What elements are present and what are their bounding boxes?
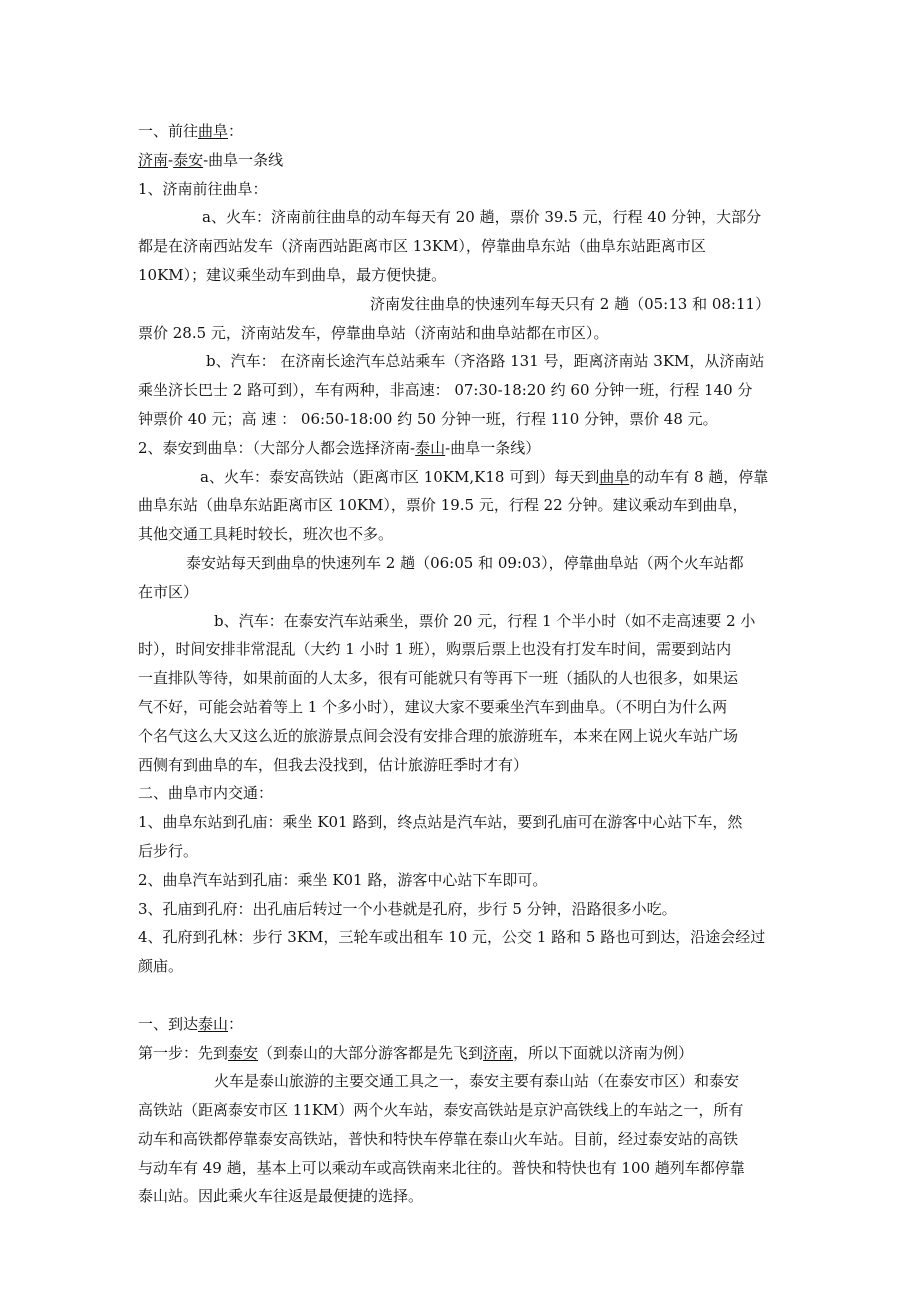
step-text: 第一步：先到	[138, 1043, 229, 1062]
heading-suffix: ：	[228, 122, 244, 140]
paragraph-line: 时），时间安排非常混乱（大约 1 小时 1 班），购票后票上也没有打发车时间，需要到站内	[138, 640, 732, 659]
link-jinan[interactable]: 济南	[483, 1043, 514, 1062]
paragraph-line: 个名气这么大又这么近的旅游景点间会没有安排合理的旅游班车，本来在网上说火车站广场	[138, 726, 739, 745]
route-rest: -曲阜一条线	[203, 150, 284, 169]
paragraph-line: 泰山站。因此乘火车往返是最便捷的选择。	[138, 1187, 424, 1206]
heading-text: 一、到达	[138, 1014, 199, 1033]
paragraph-line: 济南发往曲阜的快速列车每天只有 2 趟（05:13 和 08:11）	[370, 294, 771, 313]
route-dash: -	[168, 150, 174, 169]
paragraph-line: 乘坐济长巴士 2 路可到），车有两种，非高速： 07:30-18:20 约 60 分钟一班，行程 140 分	[138, 381, 753, 400]
paragraph-line: 钟票价 40 元；高 速 ： 06:50-18:00 约 50 分钟一班，行程 110 分钟，票价 48 元。	[138, 409, 718, 428]
paragraph-line: 泰安站每天到曲阜的快速列车 2 趟（06:05 和 09:03），停靠曲阜站（两个火车站都	[186, 553, 744, 572]
section-heading-taishan	[138, 1010, 788, 1039]
blank-line	[138, 981, 788, 1010]
step-text: ，所以下面就以济南为例）	[513, 1043, 694, 1062]
paragraph-line: 票价 28.5 元，济南站发车，停靠曲阜站（济南站和曲阜站都在市区）。	[138, 323, 609, 342]
link-taian[interactable]: 泰安	[173, 150, 204, 169]
step-one-line	[138, 1039, 788, 1068]
paragraph-line: 一直排队等待，如果前面的人太多，很有可能就只有等再下一班（插队的人也很多，如果运	[138, 669, 739, 688]
section-heading-qufu	[138, 117, 788, 146]
link-taishan[interactable]: 泰山	[198, 1014, 229, 1033]
route-line	[138, 146, 788, 175]
section-heading-city-transport: 二、曲阜市内交通：	[138, 784, 274, 803]
paragraph-line: 与动车有 49 趟，基本上可以乘动车或高铁南来北往的。普快和特快也有 100 趟列车都停靠	[138, 1158, 745, 1177]
paragraph-line: 后步行。	[138, 841, 199, 860]
paragraph-line: 3、孔庙到孔府：出孔庙后转过一个小巷就是孔府，步行 5 分钟，沿路很多小吃。	[138, 899, 677, 918]
heading-suffix: ：	[228, 1014, 244, 1033]
heading-text: 一、前往	[138, 122, 199, 140]
paragraph-line: b、汽车： 在济南长途汽车总站乘车（齐洛路 131 号，距离济南站 3KM，从济南站	[206, 352, 765, 371]
link-qufu[interactable]: 曲阜	[599, 467, 630, 486]
subheading-taian-to-qufu	[138, 434, 788, 463]
paragraph-line: b、汽车：在泰安汽车站乘坐，票价 20 元，行程 1 个半小时（如不走高速要 2 小	[214, 611, 756, 630]
subheading-jinan-to-qufu: 1、济南前往曲阜：	[138, 179, 268, 198]
paragraph-line: 在市区）	[138, 582, 199, 601]
paragraph-line: 高铁站（距离泰安市区 11KM）两个火车站，泰安高铁站是京沪高铁线上的车站之一，所有	[138, 1101, 744, 1120]
paragraph-line: 10KM）；建议乘坐动车到曲阜，最方便快捷。	[138, 265, 447, 284]
subheading-suffix: -曲阜一条线）	[445, 438, 541, 457]
paragraph-line: 曲阜东站（曲阜东站距离市区 10KM），票价 19.5 元，行程 22 分钟。建议乘动车到曲阜，	[138, 496, 748, 515]
paragraph-line: 气不好，可能会站着等上 1 个多小时），建议大家不要乘坐汽车到曲阜。（不明白为什么两	[138, 697, 728, 716]
paragraph-line: 1、曲阜东站到孔庙：乘坐 K01 路到，终点站是汽车站，要到孔庙可在游客中心站下车，然	[138, 813, 743, 832]
document-body	[138, 117, 788, 1211]
paragraph-line	[138, 463, 788, 492]
paragraph-line: a、火车：济南前往曲阜的动车每天有 20 趟，票价 39.5 元，行程 40 分钟，大部分	[202, 208, 762, 227]
paragraph-line: 2、曲阜汽车站到孔庙：乘坐 K01 路，游客中心站下车即可。	[138, 870, 548, 889]
paragraph-line: 西侧有到曲阜的车，但我去没找到，估计旅游旺季时才有）	[138, 755, 529, 774]
paragraph-line: 火车是泰山旅游的主要交通工具之一，泰安主要有泰山站（在泰安市区）和泰安	[214, 1072, 740, 1091]
subheading-text: 2、泰安到曲阜：（大部分人都会选择济南-	[138, 438, 416, 457]
link-taian[interactable]: 泰安	[228, 1043, 259, 1062]
link-taishan[interactable]: 泰山	[415, 438, 446, 457]
paragraph-text: a、火车：泰安高铁站（距离市区 10KM,K18 可到）每天到	[200, 467, 600, 486]
link-jinan[interactable]: 济南	[138, 150, 169, 169]
paragraph-line: 其他交通工具耗时较长，班次也不多。	[138, 525, 394, 544]
paragraph-text: 的动车有 8 趟，停靠	[629, 467, 769, 486]
step-text: （到泰山的大部分游客都是先飞到	[258, 1043, 484, 1062]
paragraph-line: 动车和高铁都停靠泰安高铁站，普快和特快车停靠在泰山火车站。目前，经过泰安站的高铁	[138, 1129, 739, 1148]
paragraph-line: 颜庙。	[138, 957, 184, 976]
link-qufu[interactable]: 曲阜	[198, 122, 229, 140]
paragraph-line: 4、孔府到孔林：步行 3KM，三轮车或出租车 10 元，公交 1 路和 5 路也可到达，沿途会经过	[138, 928, 766, 947]
paragraph-line: 都是在济南西站发车（济南西站距离市区 13KM），停靠曲阜东站（曲阜东站距离市区	[138, 237, 706, 256]
